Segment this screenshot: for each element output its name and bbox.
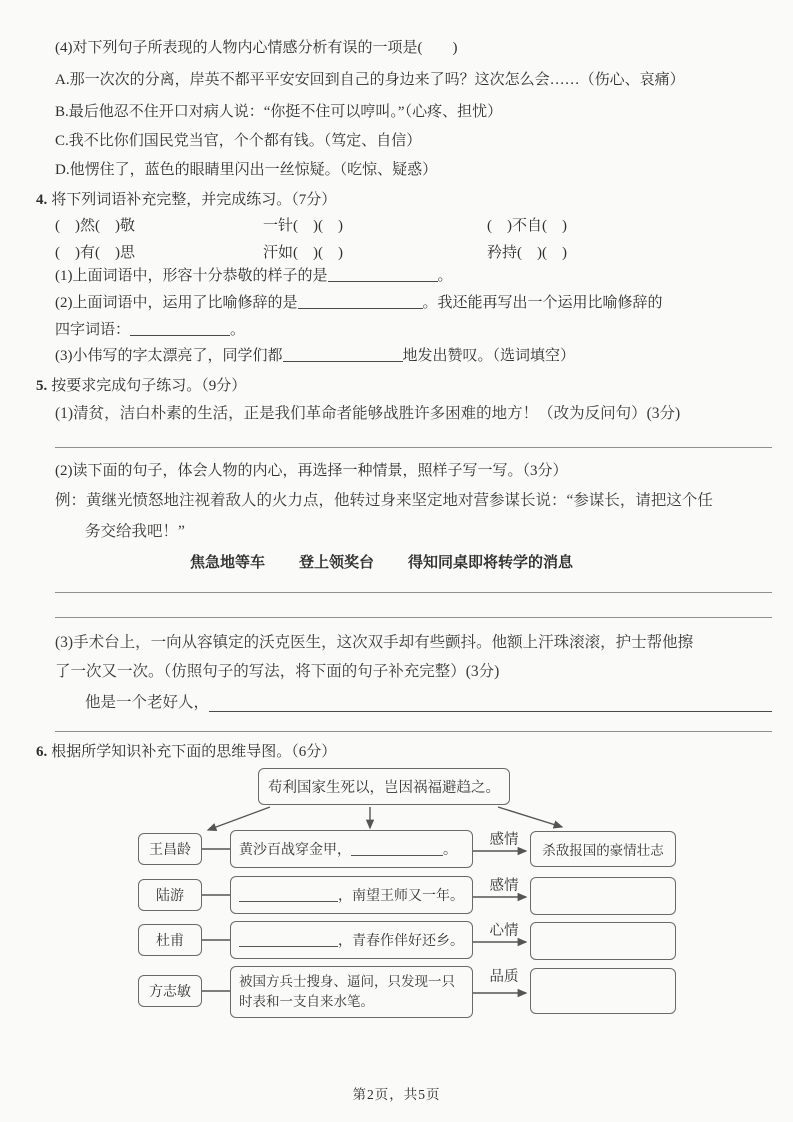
word-item: 矜持( )( ) (487, 245, 567, 261)
mindmap-quote-box: 被国方兵士搜身、逼问，只发现一只时表和一支自来水笔。 (230, 966, 473, 1018)
mindmap-label: 感情 (489, 832, 519, 848)
question-4-text: 将下列词语补充完整，并完成练习。（7分） (51, 192, 337, 208)
q4-sub2-cont (55, 320, 245, 340)
q4-sub3-end: 地发出赞叹。（选词填空） (402, 348, 576, 364)
mindmap-label: 感情 (489, 878, 519, 894)
scenario-2: 登上领奖台 (299, 555, 375, 571)
q5-sub1: (1)清贫，洁白朴素的生活，正是我们革命者能够战胜许多困难的地方！（改为反问句）(3分) (55, 405, 681, 422)
word-item: 汗如( )( ) (263, 245, 343, 261)
scenario-1: 焦急地等车 (190, 555, 266, 571)
writing-line (55, 447, 772, 448)
mindmap-label: 品质 (489, 969, 519, 985)
mindmap-name-box: 方志敏 (138, 975, 202, 1007)
mindmap-answer-box: 杀敌报国的豪情壮志 (530, 831, 676, 867)
word-item: ( )不自( ) (487, 218, 567, 234)
fill-blank (239, 934, 338, 947)
fill-blank (239, 889, 338, 902)
question-5-stem (36, 376, 246, 396)
q5-sub2: (2)读下面的句子，体会人物的内心，再选择一种情景，照样子写一写。（3分） (55, 463, 568, 479)
option-c: C.我不比你们国民党当官，个个都有钱。（笃定、自信） (55, 133, 422, 149)
q4-sub3-text: (3)小伟写的字太漂亮了，同学们都 (55, 348, 283, 364)
question-4-stem (36, 190, 336, 210)
verse-post: ，青春作伴好还乡。 (338, 934, 464, 949)
question-6-text: 根据所学知识补充下面的思维导图。（6分） (51, 744, 337, 760)
verse-post: ，南望王师又一年。 (338, 889, 464, 904)
verse-pre: 黄沙百战穿金甲， (239, 843, 351, 858)
mindmap-name-box: 陆游 (138, 879, 202, 911)
q4-sub3 (55, 346, 575, 366)
scenario-options (190, 551, 573, 572)
q4-sub1-text: (1)上面词语中，形容十分恭敬的样子的是 (55, 268, 328, 284)
word-item: ( )有( )思 (55, 245, 135, 261)
q4-sub2 (55, 293, 663, 313)
q5-sub3-line2: 了一次又一次。（仿照句子的写法，将下面的句子补充完整）(3分) (55, 663, 500, 680)
question-5-text: 按要求完成句子练习。（9分） (51, 378, 247, 394)
fill-blank (283, 348, 403, 362)
fill-blank (328, 268, 438, 282)
mindmap-label: 心情 (489, 923, 519, 939)
question-4-number: 4. (36, 192, 48, 208)
q4-sub1 (55, 266, 453, 286)
q4-sub2b-end: 。 (230, 322, 246, 338)
mindmap-verse-box (230, 921, 473, 959)
scenario-3: 得知同桌即将转学的消息 (408, 555, 574, 571)
option-a: A.那一次次的分离，岸英不都平平安安回到自己的身边来了吗？这次怎么会……（伤心、哀痛） (55, 72, 685, 88)
q5-sub3-answer (85, 690, 772, 712)
mindmap-answer-box-empty (530, 968, 676, 1014)
page-footer: 第2页，共5页 (352, 1087, 441, 1102)
q4-sub2-end: 。我还能再写出一个运用比喻修辞的 (422, 295, 663, 311)
mindmap-verse-box (230, 876, 473, 914)
writing-line (55, 592, 772, 593)
word-item: 一针( )( ) (263, 218, 343, 234)
question-6-number: 6. (36, 744, 48, 760)
mindmap-answer-box-empty (530, 922, 676, 960)
word-item: ( )然( )敬 (55, 218, 135, 234)
q4-sub2b-text: 四字词语： (55, 322, 131, 338)
q5-sub3-answer-pre: 他是一个老好人， (85, 694, 210, 711)
verse-post: 。 (443, 843, 457, 858)
fill-blank (130, 322, 230, 336)
q5-example-line2: 务交给我吧！” (85, 523, 185, 540)
q5-example-line1: 例：黄继光愤怒地注视着敌人的火力点，他转过身来坚定地对营参谋长说：“参谋长，请把这个任 (55, 492, 713, 509)
question-5-number: 5. (36, 378, 48, 394)
option-d: D.他愣住了，蓝色的眼睛里闪出一丝惊疑。（吃惊、疑惑） (55, 162, 438, 178)
option-b: B.最后他忍不住开口对病人说：“你挺不住可以哼叫。”（心疼、担忧） (55, 104, 503, 120)
q4-sub2-text: (2)上面词语中，运用了比喻修辞的是 (55, 295, 298, 311)
q3-sub4-stem: (4)对下列句子所表现的人物内心情感分析有误的一项是( ) (55, 40, 458, 56)
fill-blank (351, 843, 443, 856)
mindmap-name-box: 杜甫 (138, 924, 202, 956)
mindmap-answer-box-empty (530, 877, 676, 915)
fill-blank (298, 295, 423, 309)
q4-sub1-end: 。 (437, 268, 453, 284)
fill-blank (209, 696, 772, 712)
mindmap-verse-box (230, 830, 473, 868)
writing-line (55, 731, 772, 732)
q5-sub3-line1: (3)手术台上，一向从容镇定的沃克医生，这次双手却有些颤抖。他额上汗珠滚滚，护士帮他擦 (55, 634, 694, 651)
mindmap-top-box: 苟利国家生死以，岂因祸福避趋之。 (258, 768, 510, 805)
mindmap-name-box: 王昌龄 (138, 833, 202, 865)
writing-line (55, 617, 772, 618)
